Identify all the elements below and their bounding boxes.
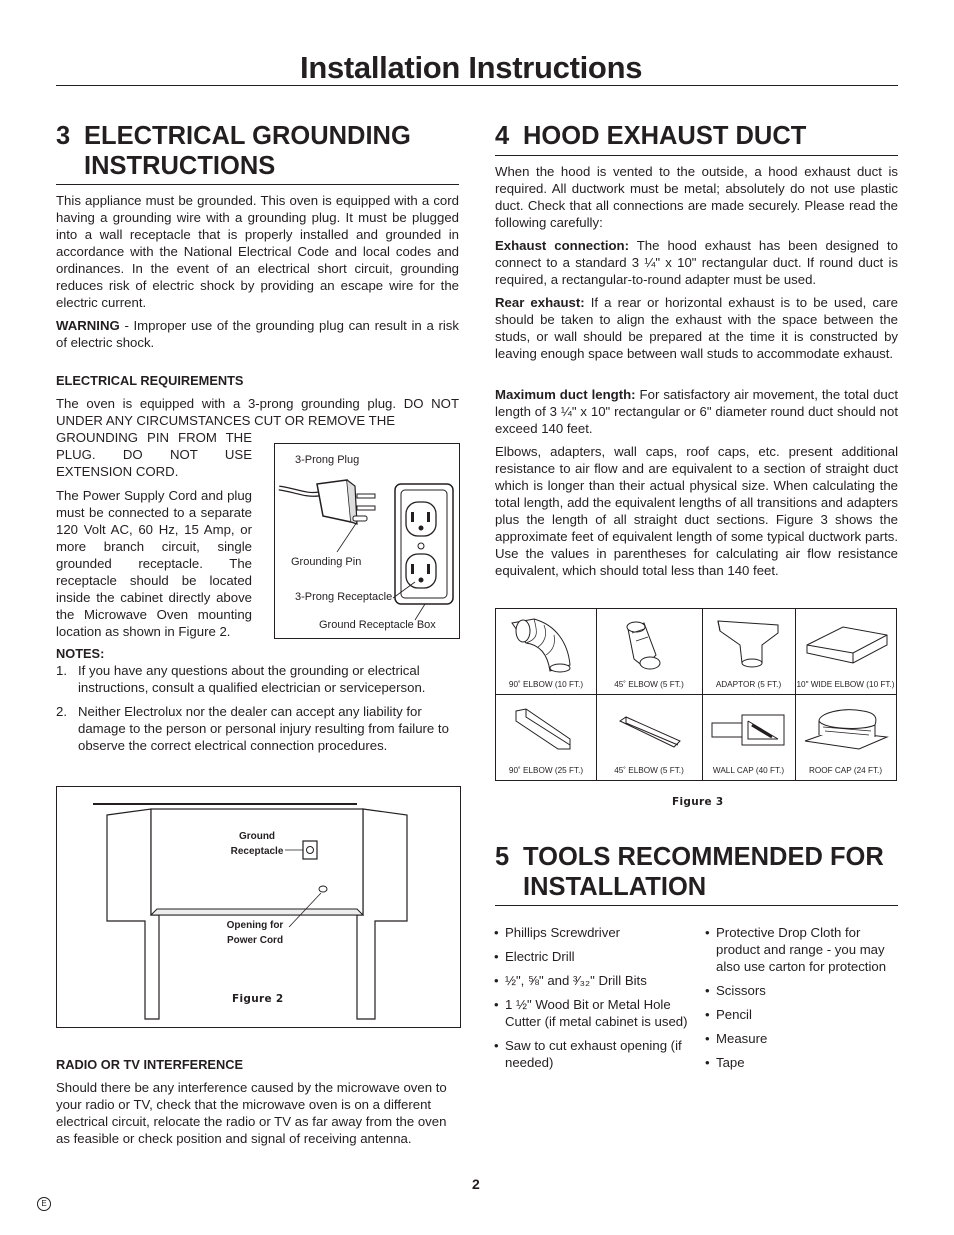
corner-mark: E <box>37 1197 51 1211</box>
label-ground-line1: Ground <box>238 831 276 842</box>
figure-3-caption: Figure 3 <box>672 796 724 808</box>
tool-item: • Phillips Screwdriver <box>494 924 694 941</box>
part-90-elbow-10 <box>496 609 596 695</box>
part-label: 90˚ ELBOW (10 FT.) <box>508 680 584 689</box>
part-roof-cap-24 <box>795 695 896 781</box>
tool-item: • Tape <box>705 1054 900 1071</box>
part-label: 45˚ ELBOW (5 FT.) <box>614 766 684 775</box>
page-title: Installation Instructions <box>300 50 643 85</box>
cabinet-illustration <box>57 787 460 1027</box>
rear-exhaust-text: If a rear or horizontal exhaust is to be used, care should be taken to align the exhaust with the space between the studs, or wall should be prepared at the time it is constructed by leaving enough space between wall studs to accommodate exhaust. <box>495 295 898 361</box>
note-number: 2. <box>56 704 67 719</box>
part-45-elbow-5b <box>596 695 702 781</box>
tool-item: • Pencil <box>705 1006 900 1023</box>
section-3-rule <box>56 184 459 185</box>
part-label: ROOF CAP (24 FT.) <box>808 766 883 775</box>
tool-item: • ½", ⅝" and ³⁄₃₂" Drill Bits <box>494 972 694 989</box>
section-4-heading <box>495 121 897 151</box>
elbow-45-icon <box>616 619 682 675</box>
notes-heading: NOTES: <box>56 646 105 661</box>
elbow-90-icon <box>504 615 588 675</box>
note-number: 1. <box>56 663 67 678</box>
max-duct-paragraph <box>495 386 898 437</box>
grounding-intro: This appliance must be grounded. This oven is equipped with a cord having a grounding wire with a grounding plug. It must be plugged into a wall receptacle that is properly installed and grounded in accordance with the National Electrical Code and local codes and ordinances. In the event of an electrical short circuit, grounding reduces risk of electric shock by providing an escape wire for the electric current. <box>56 193 459 310</box>
page-number: 2 <box>472 1176 480 1192</box>
figure-3-table <box>495 608 897 781</box>
wall-cap-icon <box>708 707 792 757</box>
label-3-prong-plug: 3-Prong Plug <box>295 454 360 466</box>
section-4-number: 4 <box>495 122 510 150</box>
plug-receptacle-illustration <box>275 444 459 638</box>
part-label: 45˚ ELBOW (5 FT.) <box>614 680 684 689</box>
exhaust-intro: When the hood is vented to the outside, a hood exhaust duct is required. All ductwork must be metal; absolutely do not use plastic duct. Check that all connections are made securely. Please read the following carefully: <box>495 164 898 230</box>
label-opening-power-cord <box>215 918 295 948</box>
part-wall-cap-40 <box>702 695 795 781</box>
exhaust-connection-label: Exhaust connection: <box>495 238 630 253</box>
elec-req-para2: The Power Supply Cord and plug must be connected to a separate 120 Volt AC, 60 Hz, 15 Amp, or more branch circuit, single grounded receptacle. The receptacle should be located inside the cabinet directly above the Microwave Oven mounting location as shown in Figure 2. <box>56 488 252 639</box>
label-grounding-pin: Grounding Pin <box>291 556 362 568</box>
section-3-number: 3 <box>56 122 71 150</box>
elbows-paragraph: Elbows, adapters, wall caps, roof caps, etc. present additional resistance to air flow and are equivalent to a section of straight duct which is longer than their actual physical size. When calculating the total length, add the equivalent lengths of all transitions and adapters plus the length of all straight duct sections. Figure 3 shows the approximate feet of equivalent length of some typical ductwork parts. Use the values in parentheses for calculating air flow resistance equivalent, which should total less than 140 feet. <box>495 444 898 578</box>
warning-label: WARNING <box>56 318 120 333</box>
label-3-prong-receptacle: 3-Prong Receptacle <box>295 591 393 603</box>
warning-text: - Improper use of the grounding plug can result in a risk of electric shock. <box>56 318 459 350</box>
label-ground-receptacle <box>217 829 297 859</box>
plug-figure <box>274 443 460 639</box>
rear-exhaust-paragraph <box>495 294 898 362</box>
rear-exhaust-label: Rear exhaust: <box>495 295 585 310</box>
elec-req-para1b: GROUNDING PIN FROM THE PLUG. DO NOT USE EXTENSION CORD. <box>56 430 252 479</box>
tools-list-right <box>705 924 900 1078</box>
notes-list <box>56 662 459 754</box>
wide-elbow-icon <box>803 623 889 669</box>
adaptor-icon <box>712 615 786 675</box>
section-4-title: HOOD EXHAUST DUCT <box>523 122 807 150</box>
note-text: If you have any questions about the grounding or electrical instructions, consult a qualified electrician or serviceperson. <box>78 663 426 695</box>
section-5-title-line2: INSTALLATION <box>523 873 707 901</box>
rect-elbow-90-icon <box>508 705 584 755</box>
tool-item: • Scissors <box>705 982 900 999</box>
part-label: WALL CAP (40 FT.) <box>712 766 785 775</box>
part-label: 10" WIDE ELBOW (10 FT.) <box>796 680 895 689</box>
section-4-rule <box>495 155 898 156</box>
figure-2 <box>56 786 461 1028</box>
electrical-requirements-heading: ELECTRICAL REQUIREMENTS <box>56 373 244 388</box>
section-5-rule <box>495 905 898 906</box>
note-text: Neither Electrolux nor the dealer can accept any liability for damage to the person or personal injury resulting from failure to observe the correct electrical connection procedures. <box>78 704 449 753</box>
label-opening-line1: Opening for <box>226 920 284 931</box>
exhaust-connection-paragraph <box>495 237 898 288</box>
radio-tv-text: Should there be any interference caused by the microwave oven to your radio or TV, check that the microwave oven is on a different electrical circuit, relocate the radio or TV as far away from the oven as feasible or check position and signal of receiving antenna. <box>56 1080 447 1146</box>
tool-item: • Protective Drop Cloth for product and range - you may also use carton for protection <box>705 924 900 975</box>
radio-tv-heading: RADIO OR TV INTERFERENCE <box>56 1057 243 1072</box>
part-label: 90˚ ELBOW (25 FT.) <box>508 766 584 775</box>
elec-req-para1a: The oven is equipped with a 3-prong grounding plug. DO NOT UNDER ANY CIRCUMSTANCES CUT OR REMOVE THE <box>56 396 459 428</box>
figure-2-caption: Figure 2 <box>232 993 284 1005</box>
warning-paragraph <box>56 317 459 351</box>
label-ground-line2: Receptacle <box>230 846 284 857</box>
section-3-title-line1: ELECTRICAL GROUNDING <box>84 122 411 150</box>
title-rule <box>56 85 898 86</box>
roof-cap-icon <box>803 705 889 755</box>
part-label: ADAPTOR (5 FT.) <box>715 680 782 689</box>
section-5-title-line1: TOOLS RECOMMENDED FOR <box>523 843 884 871</box>
section-3-title-line2: INSTRUCTIONS <box>84 152 276 180</box>
note-item <box>56 662 459 696</box>
section-3-heading <box>56 121 466 181</box>
part-wide-elbow-10 <box>795 609 896 695</box>
section-5-number: 5 <box>495 843 510 871</box>
max-duct-label: Maximum duct length: <box>495 387 636 402</box>
label-opening-line2: Power Cord <box>226 935 284 946</box>
tools-list-left <box>494 924 694 1078</box>
tool-item: • Measure <box>705 1030 900 1047</box>
exhaust-connection-text: The hood exhaust has been designed to connect to a standard 3 ¼" x 10" rectangular duct. If round duct is required, a rectangular-to-round adapter must be used. <box>495 238 898 287</box>
tool-item: • Saw to cut exhaust opening (if needed) <box>494 1037 694 1071</box>
tool-item: • 1 ½" Wood Bit or Metal Hole Cutter (if metal cabinet is used) <box>494 996 694 1030</box>
label-ground-receptacle-box: Ground Receptacle Box <box>319 619 436 631</box>
part-adaptor-5 <box>702 609 795 695</box>
max-duct-text: For satisfactory air movement, the total duct length of 3 ¼" x 10" rectangular or 6" diameter round duct should not exceed 140 feet. <box>495 387 898 436</box>
part-45-elbow-5 <box>596 609 702 695</box>
section-5-heading <box>495 842 897 902</box>
rect-elbow-45-icon <box>614 713 686 753</box>
part-90-elbow-25 <box>496 695 596 781</box>
tool-item: • Electric Drill <box>494 948 694 965</box>
note-item <box>56 703 459 754</box>
